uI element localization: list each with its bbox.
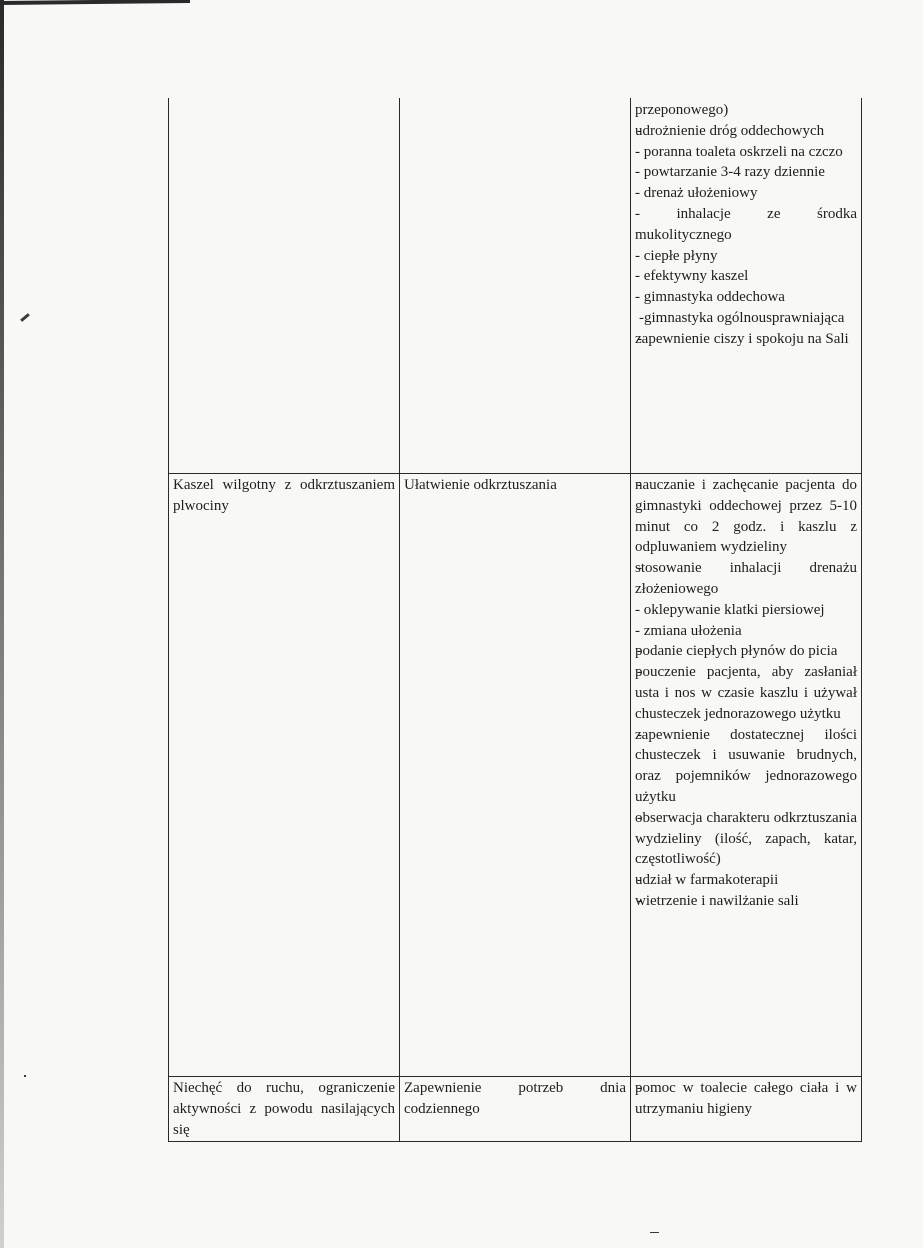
- scan-speck: [24, 1075, 26, 1077]
- actions-cell: [631, 1077, 862, 1142]
- scan-edge-top: [0, 0, 190, 5]
- table-row: [169, 474, 862, 1077]
- action-item: - udział w farmakoterapii: [635, 870, 857, 891]
- action-item: - ciepłe płyny: [635, 247, 718, 264]
- problem-cell: [169, 98, 400, 474]
- problem-cell: [169, 474, 400, 1077]
- action-item: - efektywny kaszel: [635, 268, 749, 285]
- action-item: przeponowego): [635, 102, 729, 118]
- goal-text: Ułatwienie odkrztuszania: [404, 477, 557, 493]
- action-item: - gimnastyka oddechowa: [635, 289, 785, 306]
- scan-speck: [20, 313, 30, 322]
- action-item: - oklepywanie klatki piersiowej: [635, 601, 825, 618]
- action-item: - powtarzanie 3-4 razy dziennie: [635, 164, 825, 181]
- goal-cell: [400, 98, 631, 474]
- actions-cell: [631, 98, 862, 474]
- action-item: - drenaż ułożeniowy: [635, 185, 758, 202]
- goal-cell: [400, 1077, 631, 1142]
- actions-cell: [631, 474, 862, 1077]
- scan-edge-left: [0, 0, 4, 1248]
- action-item: - nauczanie i zachęcanie pacjenta do gimnastyki oddechowej przez 5-10 minut co 2 godz. i kaszlu z odpluwaniem wydzieliny: [635, 475, 857, 558]
- scan-speck: [650, 1232, 659, 1233]
- goal-cell: [400, 474, 631, 1077]
- action-item: - stosowanie inhalacji drenażu złożeniowego: [635, 558, 857, 600]
- problem-cell: [169, 1077, 400, 1142]
- action-item: -gimnastyka ogólnousprawniająca: [639, 309, 845, 326]
- action-item: - poranna toaleta oskrzeli na czczo: [635, 143, 843, 160]
- action-item: - pomoc w toalecie całego ciała i w utrzymaniu higieny: [635, 1078, 857, 1120]
- care-plan-table: [168, 98, 862, 1142]
- action-item: - zmiana ułożenia: [635, 622, 742, 639]
- table-row: [169, 1077, 862, 1142]
- action-item: - zapewnienie dostatecznej ilości chusteczek i usuwanie brudnych, oraz pojemników jednorazowego użytku: [635, 725, 857, 808]
- action-item: - pouczenie pacjenta, aby zasłaniał usta i nos w czasie kaszlu i używał chusteczek jednorazowego użytku: [635, 662, 857, 724]
- action-item: - podanie ciepłych płynów do picia: [635, 641, 857, 662]
- action-item: - zapewnienie ciszy i spokoju na Sali: [635, 329, 857, 350]
- goal-text: Zapewnienie potrzeb dnia codziennego: [404, 1080, 626, 1117]
- action-item: - obserwacja charakteru odkrztuszania wydzieliny (ilość, zapach, katar, częstotliwość): [635, 808, 857, 870]
- problem-text: Kaszel wilgotny z odkrztuszaniem plwociny: [173, 477, 395, 514]
- problem-text: Niechęć do ruchu, ograniczenie aktywności z powodu nasilających się: [173, 1080, 395, 1138]
- action-item: - wietrzenie i nawilżanie sali: [635, 891, 857, 912]
- action-item: - udrożnienie dróg oddechowych: [635, 121, 857, 142]
- table-row: [169, 98, 862, 474]
- action-item: - inhalacje ze środka mukolitycznego: [635, 205, 857, 243]
